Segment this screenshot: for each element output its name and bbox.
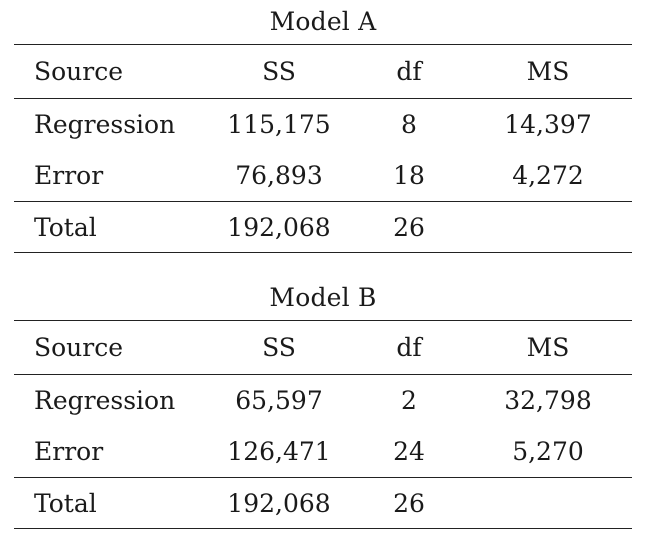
model-b-table-block <box>14 276 632 529</box>
source-cell: Regression <box>34 386 176 415</box>
ss-cell: 192,068 <box>227 212 331 242</box>
table-row <box>14 426 632 478</box>
df-cell: 26 <box>393 488 425 518</box>
column-header-source: Source <box>34 57 124 86</box>
total-row <box>14 202 632 253</box>
model-a-anova-table <box>14 44 632 253</box>
table-row <box>14 150 632 202</box>
column-header-ss: SS <box>262 57 296 86</box>
df-cell: 18 <box>393 161 425 190</box>
column-header-ms: MS <box>526 57 570 86</box>
df-cell: 2 <box>401 386 417 415</box>
header-row <box>14 45 632 99</box>
ms-cell <box>464 202 632 253</box>
source-cell: Regression <box>34 110 176 139</box>
column-header-ss: SS <box>262 333 296 362</box>
source-cell: Total <box>34 488 97 518</box>
ss-cell: 65,597 <box>235 386 323 415</box>
source-cell: Total <box>34 212 97 242</box>
ms-cell: 5,270 <box>512 437 584 466</box>
source-cell: Error <box>34 161 104 190</box>
column-header-df: df <box>396 333 422 362</box>
df-cell: 26 <box>393 212 425 242</box>
ss-cell: 115,175 <box>227 110 331 139</box>
ss-cell: 192,068 <box>227 488 331 518</box>
column-header-source: Source <box>34 333 124 362</box>
ss-cell: 76,893 <box>235 161 323 190</box>
model-b-anova-table <box>14 320 632 529</box>
header-row <box>14 321 632 375</box>
df-cell: 8 <box>401 110 417 139</box>
column-header-df: df <box>396 57 422 86</box>
ms-cell: 14,397 <box>504 110 592 139</box>
ms-cell <box>464 478 632 529</box>
ms-cell: 32,798 <box>504 386 592 415</box>
table-row <box>14 99 632 151</box>
table-row <box>14 375 632 427</box>
ms-cell: 4,272 <box>512 161 584 190</box>
model-b-title: Model B <box>269 283 377 312</box>
total-row <box>14 478 632 529</box>
source-cell: Error <box>34 437 104 466</box>
ss-cell: 126,471 <box>227 437 331 466</box>
model-a-table-block <box>14 0 632 253</box>
df-cell: 24 <box>393 437 425 466</box>
column-header-ms: MS <box>526 333 570 362</box>
model-a-title: Model A <box>269 7 377 36</box>
